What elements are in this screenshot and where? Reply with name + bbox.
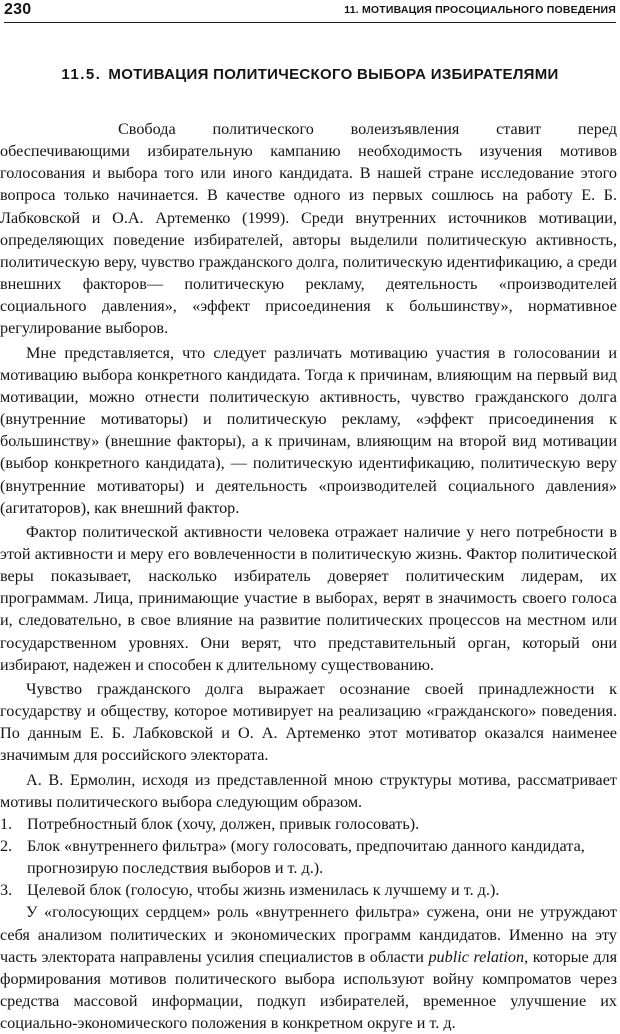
list-item-text: Целевой блок (голосую, чтобы жизнь изменилась к лучшему и т. д.). bbox=[27, 881, 500, 900]
section-title: МОТИВАЦИЯ ПОЛИТИЧЕСКОГО ВЫБОРА ИЗБИРАТЕЛЯМИ bbox=[108, 66, 559, 83]
numbered-list bbox=[0, 813, 620, 902]
section-number: 11.5. bbox=[61, 66, 102, 83]
list-marker: 2. bbox=[0, 837, 13, 855]
list-item bbox=[0, 813, 620, 835]
paragraph-6 bbox=[0, 901, 620, 1034]
page-number: 230 bbox=[4, 1, 32, 18]
list-item bbox=[0, 835, 620, 879]
paragraph-6-start: У «голосующих сердцем» роль «внутреннего фильтра» сужена, они не утруждают себя анализом политических и экономических программ кандидатов. Именно на эту часть электората направлены усилия специалистов в области bbox=[0, 903, 617, 966]
section-heading bbox=[0, 66, 620, 83]
list-marker: 3. bbox=[0, 881, 13, 900]
paragraph-1: Свобода политического волеизъявления ставит перед обеспечивающими избирательную кампанию необходимость изучения мотивов голосования и выбора того или иного кандидата. В нашей стране исследование этого вопроса только начинается. В качестве одного из первых сошлюсь на работу Е. Б. Лабковской и О.А. Артеменко (1999). Среди внутренних источников мотивации, определяющих поведение избирателей, авторы выделили политическую активность, политическую веру, чувство гражданского долга, политическую идентификацию, а среди внешних факторов— политическую рекламу, деятельность «производителей социального давления», «эффект присоединения к большинству», нормативное регулирование выборов. bbox=[0, 120, 617, 338]
paragraph-5: А. В. Ермолин, исходя из представленной мною структуры мотива, рассматривает мотивы политического выбора следующим образом. bbox=[0, 770, 617, 811]
list-item-text: Потребностный блок (хочу, должен, привык голосовать). bbox=[27, 814, 420, 833]
paragraph-6-end: которые для формирования мотивов политического выбора используют войну компроматов через средства массовой информации, подкуп избирателей, временное улучшение их социально-экономического положения в конкретном округе и т. д. bbox=[0, 947, 618, 1033]
list-item-text: Блок «внутреннего фильтра» (могу голосовать, предпочитаю данного кандидата, прогнозирую последствия выборов и т. д.). bbox=[27, 837, 585, 878]
body-text bbox=[0, 118, 620, 1034]
running-header bbox=[4, 2, 616, 23]
paragraph-3: Фактор политической активности человека отражает наличие у него потребности в этой активности и меру его вовлеченности в политическую жизнь. Фактор политической веры показывает, насколько избиратель доверяет политическим лидерам, их программам. Лица, принимающие участие в выборах, верят в значимость своего голоса и, следовательно, в свое влияние на развитие политических процессов на местном или государственном уровнях. Они верят, что представительный орган, который они избирают, надежен и способен к длительному существованию. bbox=[0, 522, 617, 674]
chapter-title: 11. МОТИВАЦИЯ ПРОСОЦИАЛЬНОГО ПОВЕДЕНИЯ bbox=[344, 4, 616, 16]
paragraph-2: Мне представляется, что следует различать мотивацию участия в голосовании и мотивацию выбора конкретного кандидата. Тогда к причинам, влияющим на первый вид мотивации, можно отнести политическую активность, чувство гражданского долга (внутренние мотиваторы) и политическую рекламу, «эффект присоединения к большинству» (внешние факторы), а к причинам, влияющим на второй вид мотивации (выбор конкретного кандидата), — политическую идентификацию, политическую веру (внутренние мотиваторы) и деятельность «производителей социального давления» (агитаторов), как внешний фактор. bbox=[0, 343, 617, 517]
list-marker: 1. bbox=[0, 814, 13, 833]
list-item bbox=[0, 879, 620, 901]
paragraph-6-term: public relation, bbox=[428, 947, 529, 966]
paragraph-4: Чувство гражданского долга выражает осознание своей принадлежности к государству и обществу, которое мотивирует на реализацию «гражданского» поведения. По данным Е. Б. Лабковской и О. А. Артеменко этот мотиватор оказался наименее значимым для российского электората. bbox=[0, 679, 617, 765]
